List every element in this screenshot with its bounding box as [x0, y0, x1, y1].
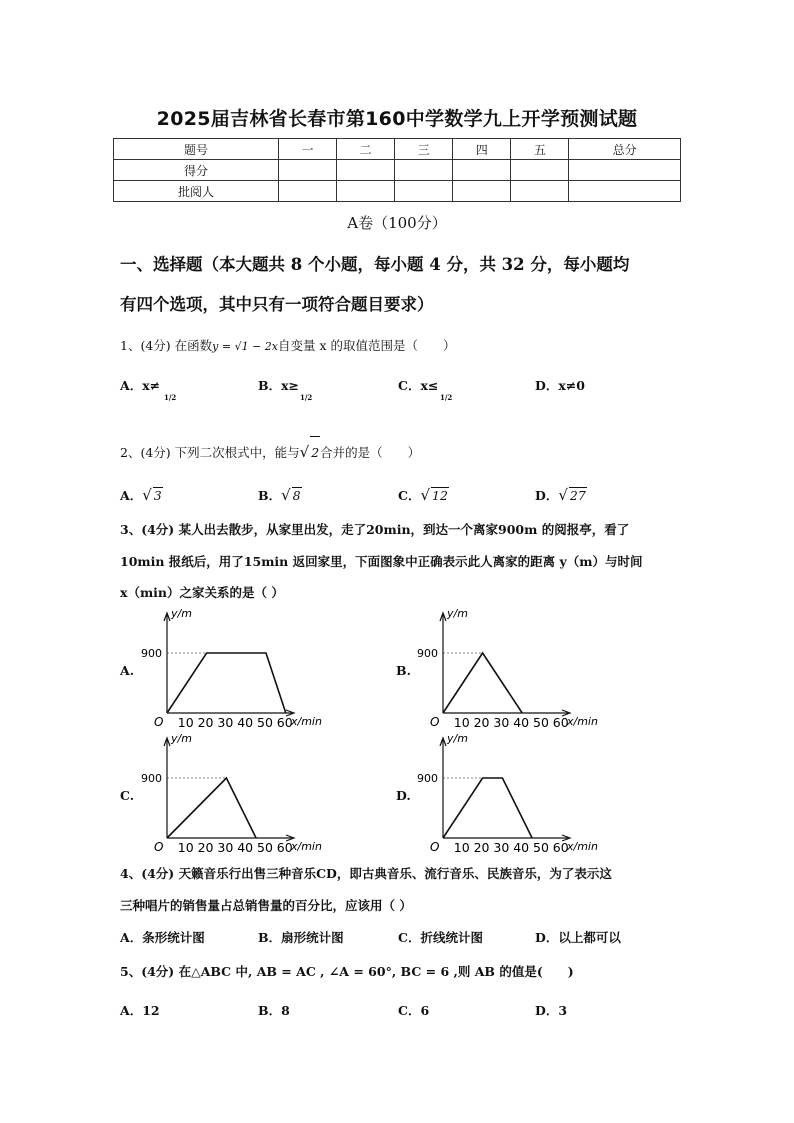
question-2-suffix: 合并的是（ ） — [320, 445, 421, 460]
question-2-text: 2、(4分) 下列二次根式中，能与 — [120, 445, 300, 460]
table-cell: 三 — [395, 139, 453, 160]
x-tick-label: 10 — [453, 715, 470, 730]
option-label: B． — [258, 488, 282, 503]
option-fraction: 1/2 — [440, 393, 453, 402]
score-table — [113, 138, 681, 202]
question-3-line2: 10min 报纸后，用了15min 返回家里，下面图象中正确表示此人离家的距离 y（m）与时间 — [120, 554, 643, 569]
q1-option-c — [398, 376, 452, 409]
page-title: 2025届吉林省长春市第160中学数学九上开学预测试题 — [156, 108, 638, 130]
table-cell: 得分 — [114, 160, 279, 181]
x-tick-label: 50 — [533, 715, 549, 730]
x-tick-label: 10 — [453, 840, 470, 855]
series-line — [443, 653, 522, 713]
section-1-heading-line2: 有四个选项，其中只有一项符合题目要求） — [120, 295, 434, 314]
x-axis-label: x/min — [291, 715, 322, 728]
option-radical: 3 — [153, 488, 162, 503]
x-tick-label: 60 — [552, 840, 569, 855]
q2-option-b: B．√ 8 — [258, 486, 301, 504]
x-axis-label: x/min — [567, 715, 598, 728]
table-cell — [569, 160, 681, 181]
x-tick-label: 40 — [237, 840, 254, 855]
table-cell — [395, 160, 453, 181]
option-radical: 27 — [569, 488, 586, 503]
table-cell — [279, 181, 337, 202]
option-label: A．x≠ — [120, 378, 161, 393]
q5-option-d: D．3 — [535, 1003, 568, 1018]
x-tick-label: 60 — [276, 840, 293, 855]
question-1-prefix: 1、(4分) 在函数 — [120, 338, 213, 353]
y-tick-label: 900 — [417, 772, 438, 785]
table-cell: 批阅人 — [114, 181, 279, 202]
table-row — [114, 160, 681, 181]
question-3-line3: x（min）之家关系的是（ ） — [120, 585, 284, 600]
table-cell — [569, 181, 681, 202]
option-label: A． — [120, 488, 143, 503]
option-label: B．x≥ — [258, 378, 299, 393]
x-tick-label: 40 — [513, 715, 530, 730]
table-row — [114, 181, 681, 202]
x-tick-label: 20 — [197, 715, 214, 730]
question-4-line1: 4、(4分) 天籁音乐行出售三种音乐CD，即古典音乐、流行音乐、民族音乐，为了表示这 — [120, 866, 612, 881]
q4-option-b: B．扇形统计图 — [258, 930, 344, 945]
q2-option-a: A．√ 3 — [120, 486, 162, 504]
q1-option-d: D．x≠0 — [535, 378, 585, 393]
series-line — [167, 778, 256, 838]
x-axis-label: x/min — [567, 840, 598, 853]
x-tick-label: 60 — [552, 715, 569, 730]
x-tick-label: 30 — [493, 840, 510, 855]
table-cell — [511, 181, 569, 202]
graph-b — [416, 605, 616, 735]
x-tick-label: 30 — [217, 840, 234, 855]
q4-option-a: A．条形统计图 — [120, 930, 205, 945]
graph-b-label: B. — [396, 663, 411, 678]
q1-option-b — [258, 376, 312, 409]
graph-a-label: A. — [120, 663, 135, 678]
table-cell — [395, 181, 453, 202]
graph-c — [140, 730, 340, 860]
table-cell — [453, 160, 511, 181]
q4-option-d: D．以上都可以 — [535, 930, 621, 945]
option-fraction: 1/2 — [164, 393, 177, 402]
graph-d-label: D. — [396, 788, 411, 803]
x-tick-label: 20 — [197, 840, 214, 855]
section-a-heading: A卷（100分） — [347, 214, 447, 232]
q5-option-c: C．6 — [398, 1003, 430, 1018]
x-tick-label: 50 — [533, 840, 549, 855]
x-tick-label: 30 — [217, 715, 234, 730]
y-axis-label: y/m — [447, 732, 468, 745]
q2-option-c: C．√ 12 — [398, 486, 448, 504]
graph-a — [140, 605, 340, 735]
table-cell: 总分 — [569, 139, 681, 160]
table-cell — [337, 181, 395, 202]
y-tick-label: 900 — [141, 772, 162, 785]
y-axis-label: y/m — [447, 607, 468, 620]
radical-2: 2 — [310, 436, 320, 469]
graph-d — [416, 730, 616, 860]
q5-option-b: B．8 — [258, 1003, 290, 1018]
x-tick-label: 40 — [513, 840, 530, 855]
origin-label: O — [154, 840, 164, 854]
x-tick-label: 40 — [237, 715, 254, 730]
question-4-line2: 三种唱片的销售量占总销售量的百分比，应该用（ ） — [120, 898, 412, 913]
q1-option-a — [120, 376, 176, 409]
x-axis-label: x/min — [291, 840, 322, 853]
x-tick-label: 50 — [257, 840, 273, 855]
question-3-line1: 3、(4分) 某人出去散步，从家里出发，走了20min，到达一个离家900m 的阅报亭，看了 — [120, 522, 630, 537]
table-cell: 题号 — [114, 139, 279, 160]
x-tick-label: 20 — [473, 715, 490, 730]
option-label: D． — [535, 488, 559, 503]
origin-label: O — [430, 715, 440, 729]
option-radical: 12 — [432, 488, 448, 503]
q5-option-a: A．12 — [120, 1003, 160, 1018]
option-fraction: 1/2 — [300, 393, 313, 402]
table-row — [114, 139, 681, 160]
section-1-heading-line1: 一、选择题（本大题共 8 个小题，每小题 4 分，共 32 分，每小题均 — [120, 255, 630, 274]
y-axis-label: y/m — [171, 732, 192, 745]
y-tick-label: 900 — [141, 647, 162, 660]
q2-option-d: D．√ 27 — [535, 486, 586, 504]
x-tick-label: 20 — [473, 840, 490, 855]
question-2: 2、(4分) 下列二次根式中，能与√ 2合并的是（ ） — [120, 436, 690, 469]
table-cell: 二 — [337, 139, 395, 160]
series-line — [167, 653, 286, 713]
table-cell — [279, 160, 337, 181]
series-line — [443, 778, 532, 838]
y-tick-label: 900 — [417, 647, 438, 660]
graph-c-label: C. — [120, 788, 135, 803]
x-tick-label: 30 — [493, 715, 510, 730]
option-label: C．x≤ — [398, 378, 439, 393]
table-cell — [453, 181, 511, 202]
question-1 — [120, 330, 690, 363]
x-tick-label: 10 — [177, 715, 194, 730]
y-axis-label: y/m — [171, 607, 192, 620]
x-tick-label: 60 — [276, 715, 293, 730]
x-tick-label: 50 — [257, 715, 273, 730]
table-cell — [511, 160, 569, 181]
option-label: C． — [398, 488, 421, 503]
question-5: 5、(4分) 在△ABC 中, AB = AC , ∠A = 60°, BC = 6 ,则 AB 的值是( ) — [120, 964, 574, 979]
q4-option-c: C．折线统计图 — [398, 930, 483, 945]
question-1-suffix: 自变量 x 的取值范围是（ ） — [278, 338, 456, 353]
table-cell: 四 — [453, 139, 511, 160]
table-cell: 一 — [279, 139, 337, 160]
option-radical: 8 — [292, 488, 301, 503]
origin-label: O — [430, 840, 440, 854]
table-cell: 五 — [511, 139, 569, 160]
question-1-formula: y = √1 − 2x — [212, 340, 278, 353]
origin-label: O — [154, 715, 164, 729]
x-tick-label: 10 — [177, 840, 194, 855]
table-cell — [337, 160, 395, 181]
